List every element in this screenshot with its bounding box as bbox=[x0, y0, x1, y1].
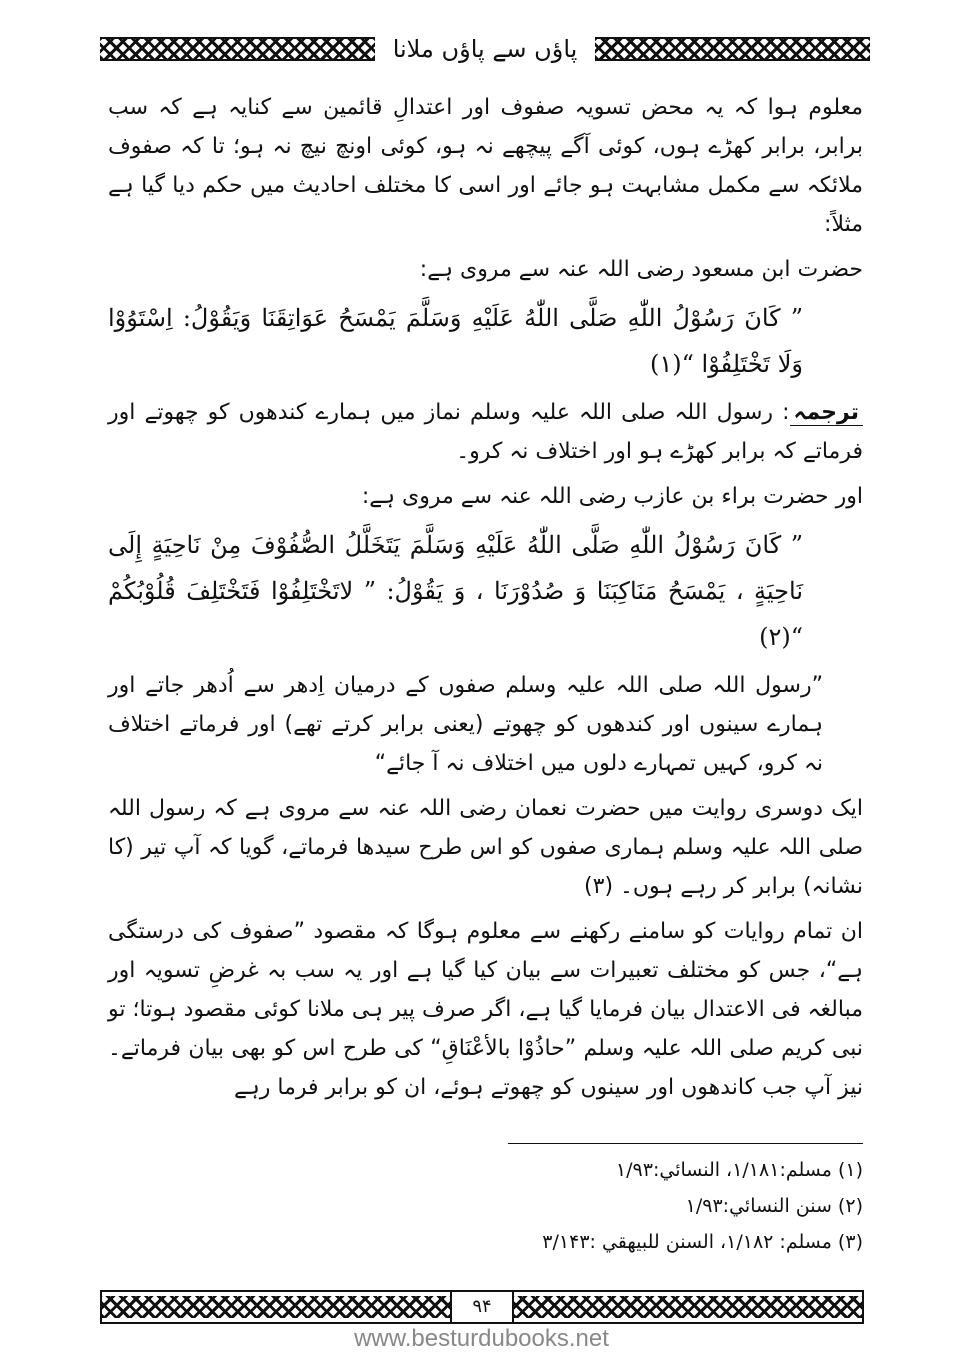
translation-2: ”رسول اللہ صلی اللہ علیہ وسلم صفوں کے درمیان اِدھر سے اُدھر جاتے اور ہمارے سینوں اور کندھوں کو چھوتے (یعنی برابر کرتے تھے) اور فرماتے اختلاف نہ کرو، کہیں تمہارے دلوں میں اختلاف نہ آ جائے“ bbox=[108, 673, 823, 776]
website-watermark: www.besturdubooks.net bbox=[354, 1325, 609, 1352]
page-footer bbox=[100, 1290, 864, 1324]
paragraph-intro: معلوم ہوا کہ یہ محض تسویہ صفوف اور اعتدالِ قائمین سے کنایہ ہے کہ سب برابر، برابر کھڑے ہوں، کوئی آگے پیچھے نہ ہو، کوئی اونچ نیچ نہ ہو؛ تا کہ صفوف ملائکہ سے مکمل مشابہت ہو جائے اور اسی کا مختلف احادیث میں حکم دیا گیا ہے مثلاً: bbox=[108, 95, 863, 237]
paragraph-narration-bara: اور حضرت براء بن عازب رضی اللہ عنہ سے مروی ہے: bbox=[361, 484, 863, 509]
arabic-hadith-2: ” كَانَ رَسُوْلُ اللّٰهِ صَلَّى اللّٰهُ عَلَيْهِ وَسَلَّمَ يَتَخَلَّلُ الصُّفُوْفَ مِنْ نَاحِيَةٍ إِلَى نَاحِيَةٍ ، يَمْسَحُ مَنَاكِبَنَا وَ صُدُوْرَنَا ، وَ يَقُوْلُ: ” لاتَخْتَلِفُوْا فَتَخْتَلِفَ قُلُوْبُكُمْ “(۲) bbox=[108, 531, 803, 651]
footnote-divider bbox=[508, 1143, 863, 1144]
footnote-1: (۱) مسلم:۱/۱۸۱، النسائي:۱/۹۳ bbox=[615, 1159, 863, 1181]
arabic-hadith-1: ” كَانَ رَسُوْلُ اللّٰهِ صَلَّى اللّٰهُ عَلَيْهِ وَسَلَّمَ يَمْسَحُ عَوَاتِقَنَا وَيَقُوْلُ: اِسْتَوُوْا وَلَا تَخْتَلِفُوْا “(۱) bbox=[108, 304, 804, 378]
header-ornament-right bbox=[595, 37, 870, 61]
footnote-2: (۲) سنن النسائي:۱/۹۳ bbox=[685, 1195, 863, 1217]
tarjama-label: ترجمہ bbox=[790, 400, 863, 426]
page-number: ۹۴ bbox=[450, 1292, 514, 1322]
translation-1-text: : رسول اللہ صلی اللہ علیہ وسلم نماز میں ہمارے کندھوں کو چھوتے اور فرماتے کہ برابر کھڑے ہو اور اختلاف نہ کرو۔ bbox=[108, 400, 863, 464]
main-text bbox=[108, 88, 863, 1113]
footer-ornament-left bbox=[102, 1296, 450, 1318]
translation-1 bbox=[108, 393, 863, 471]
header-ornament-left bbox=[100, 37, 375, 61]
page-header bbox=[100, 32, 870, 66]
paragraph-numan: ایک دوسری روایت میں حضرت نعمان رضی اللہ عنہ سے مروی ہے کہ رسول اللہ صلی اللہ علیہ وسلم ہماری صفوں کو اس طرح سیدھا فرماتے، گویا کہ آپ تیر (کا نشانہ) برابر کر رہے ہوں۔ (۳) bbox=[108, 796, 863, 899]
paragraph-conclusion: ان تمام روایات کو سامنے رکھنے سے معلوم ہوگا کہ مقصود ”صفوف کی درستگی ہے“، جس کو مختلف تعبیرات سے بیان کیا گیا ہے اور یہ سب بہ غرضِ تسویہ اور مبالغہ فی الاعتدال بیان فرمایا گیا ہے، اگر صرف پیر ہی ملانا کوئی مقصود ہوتا؛ تو نبی کریم صلی اللہ علیہ وسلم ”حاذُوْا بالأعْنَاقِ“ کی طرح اس کو بھی بیان فرماتے۔ نیز آپ جب کاندھوں اور سینوں کو چھوتے ہوئے، ان کو برابر فرما رہے bbox=[108, 919, 863, 1100]
footer-ornament-right bbox=[514, 1296, 862, 1318]
paragraph-narration-ibn-masud: حضرت ابن مسعود رضی اللہ عنہ سے مروی ہے: bbox=[419, 257, 863, 282]
footnote-3: (۳) مسلم: ۱/۱۸۲، السنن للبيهقي :۳/۱۴۳ bbox=[542, 1231, 863, 1253]
footnotes bbox=[420, 1152, 863, 1260]
running-title: پاؤں سے پاؤں ملانا bbox=[392, 35, 578, 63]
